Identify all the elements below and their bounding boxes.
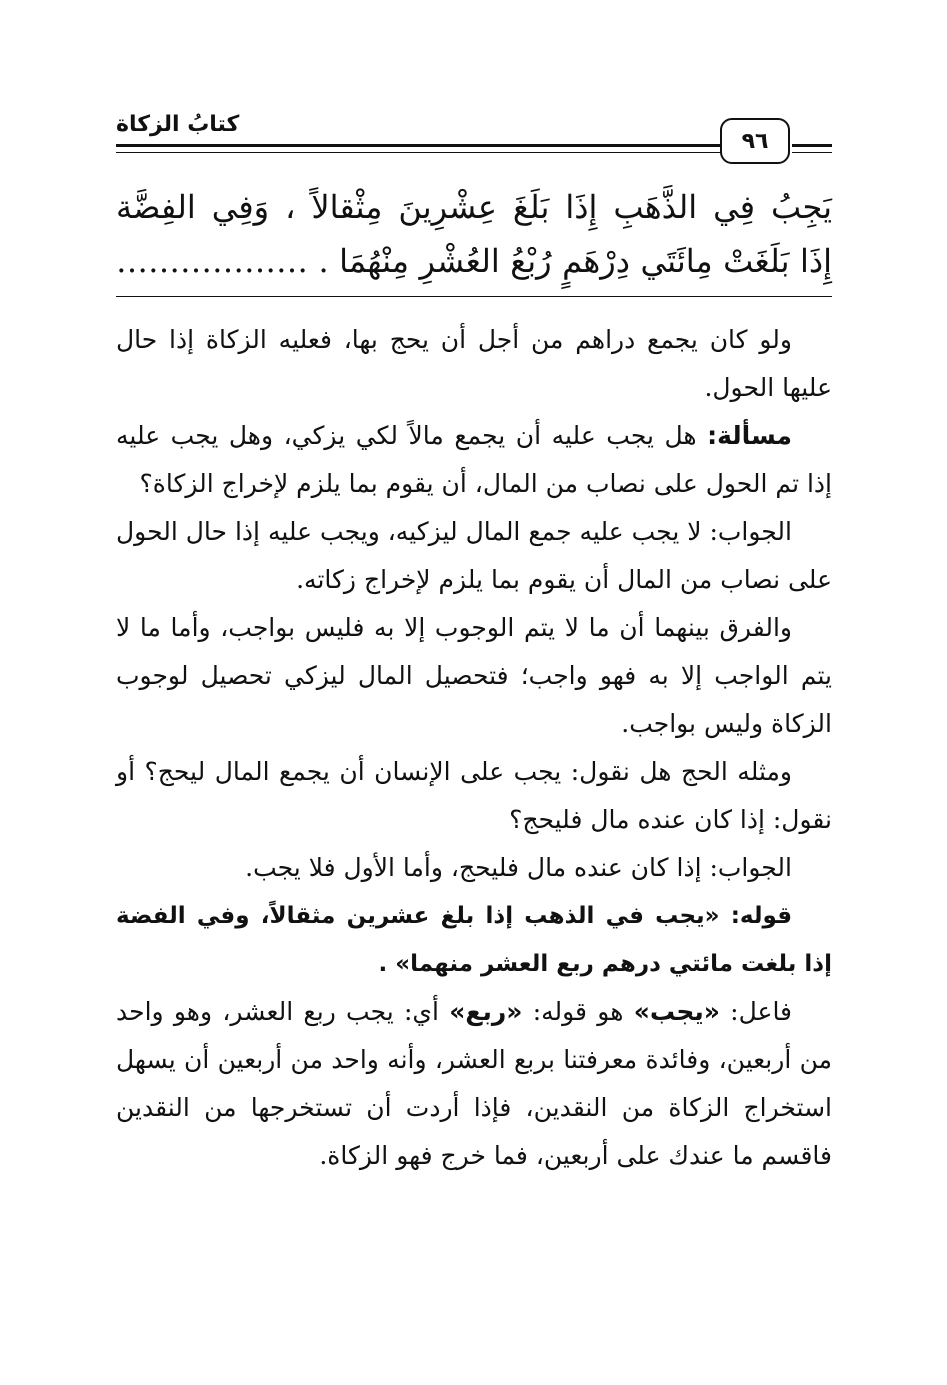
paragraph-7-quote: قوله: «يجب في الذهب إذا بلغ عشرين مثقالاً، وفي الفضة إذا بلغت مائتي درهم ربع العشر منهما» .	[116, 903, 832, 977]
p8-part-c: هو قوله:	[522, 997, 634, 1026]
paragraph-2	[116, 412, 832, 508]
paragraph-8	[116, 988, 832, 1180]
page-header	[116, 112, 832, 170]
question-text: هل يجب عليه أن يجمع مالاً لكي يزكي، وهل يجب عليه إذا تم الحول على نصاب من المال، أن يقوم بما يلزم لإخراج الزكاة؟	[116, 421, 832, 498]
question-label: مسألة:	[707, 421, 792, 450]
header-rule-right-thin	[792, 152, 832, 153]
matn-divider	[116, 296, 832, 297]
header-rule-thick	[116, 144, 722, 147]
matn-line-1: يَجِبُ فِي الذَّهَبِ إِذَا بَلَغَ عِشْرِينَ مِثْقالاً ، وَفِي الفِضَّة	[116, 188, 832, 226]
paragraph-6: الجواب: إذا كان عنده مال فليحج، وأما الأول فلا يجب.	[245, 853, 792, 882]
p8-part-a: فاعل:	[719, 997, 793, 1026]
matn-line-2: إِذَا بَلَغَتْ مِائَتَي دِرْهَمٍ رُبْعُ العُشْرِ مِنْهُمَا . ………………	[116, 242, 832, 280]
header-rule-thin	[116, 152, 722, 153]
p8-quote-yajib: «يجب»	[633, 997, 720, 1026]
paragraph-1: ولو كان يجمع دراهم من أجل أن يحج بها، فعليه الزكاة إذا حال عليها الحول.	[116, 325, 832, 402]
paragraph-4: والفرق بينهما أن ما لا يتم الوجوب إلا به فليس بواجب، وأما ما لا يتم الواجب إلا به فهو واجب؛ فتحصيل المال ليزكي تحصيل لوجوب الزكاة وليس بواجب.	[116, 613, 832, 738]
p8-part-e: أي: يجب ربع العشر، وهو واحد من أربعين، وفائدة معرفتنا بربع العشر، وأنه واحد من أربعين أن يسهل استخراج الزكاة من النقدين، فإذا أردت أن تستخرجها من النقدين فاقسم ما عندك على أربعين، فما خرج فهو الزكاة.	[116, 997, 832, 1170]
page-number: ٩٦	[720, 118, 790, 164]
p8-quote-rub: «ربع»	[449, 997, 523, 1026]
commentary-body	[116, 316, 832, 1180]
paragraph-3: الجواب: لا يجب عليه جمع المال ليزكيه، ويجب عليه إذا حال الحول على نصاب من المال أن يقوم بما يلزم لإخراج زكاته.	[116, 517, 832, 594]
book-title: كتابُ الزكاة	[116, 112, 240, 137]
header-rule-right-thick	[792, 144, 832, 147]
matn-text	[116, 180, 832, 288]
paragraph-5: ومثله الحج هل نقول: يجب على الإنسان أن يجمع المال ليحج؟ أو نقول: إذا كان عنده مال فليحج؟	[116, 757, 832, 834]
